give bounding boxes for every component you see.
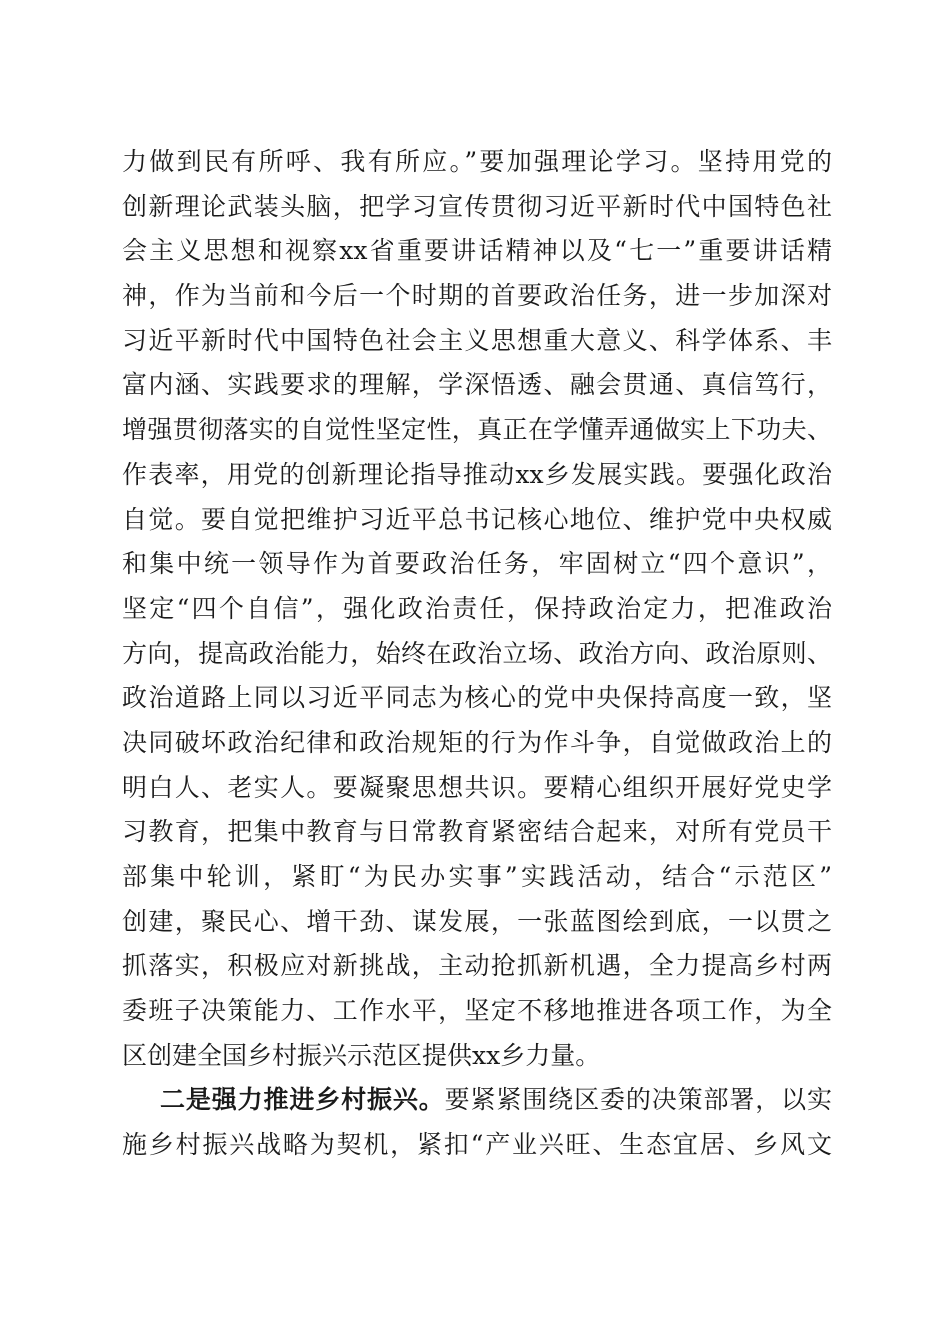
paragraph-line: 创新理论武装头脑，把学习宣传贯彻习近平新时代中国特色社 bbox=[122, 191, 832, 221]
paragraph-line: 富内涵、实践要求的理解，学深悟透、融会贯通、真信笃行， bbox=[122, 370, 832, 400]
paragraph-2-first-line bbox=[122, 1078, 832, 1123]
paragraph-line: 增强贯彻落实的自觉性坚定性，真正在学懂弄通做实上下功夫、 bbox=[122, 415, 832, 445]
paragraph-line: 抓落实，积极应对新挑战，主动抢抓新机遇，全力提高乡村两 bbox=[122, 951, 832, 981]
paragraph-line: 作表率，用党的创新理论指导推动xx乡发展实践。要强化政治 bbox=[122, 459, 832, 489]
document-body bbox=[122, 140, 832, 1168]
paragraph-line: 会主义思想和视察xx省重要讲话精神以及“七一”重要讲话精 bbox=[122, 236, 832, 266]
paragraph-text: 要紧紧围绕区委的决策部署，以实 bbox=[444, 1085, 832, 1115]
paragraph-line: 方向，提高政治能力，始终在政治立场、政治方向、政治原则、 bbox=[122, 638, 832, 668]
paragraph-line: 决同破坏政治纪律和政治规矩的行为作斗争，自觉做政治上的 bbox=[122, 727, 832, 757]
paragraph-line: 和集中统一领导作为首要政治任务，牢固树立“四个意识”， bbox=[122, 549, 832, 579]
paragraph-line: 自觉。要自觉把维护习近平总书记核心地位、维护党中央权威 bbox=[122, 504, 832, 534]
paragraph-line: 坚定“四个自信”，强化政治责任，保持政治定力，把准政治 bbox=[122, 593, 832, 623]
paragraph-line: 创建，聚民心、增干劲、谋发展，一张蓝图绘到底，一以贯之 bbox=[122, 906, 832, 936]
section-heading: 二是强力推进乡村振兴。 bbox=[160, 1085, 445, 1115]
paragraph-line: 习教育，把集中教育与日常教育紧密结合起来，对所有党员干 bbox=[122, 817, 832, 847]
paragraph-line: 明白人、老实人。要凝聚思想共识。要精心组织开展好党史学 bbox=[122, 772, 832, 802]
paragraph-line: 部集中轮训，紧盯“为民办实事”实践活动，结合“示范区” bbox=[122, 862, 832, 891]
paragraph-line: 神，作为当前和今后一个时期的首要政治任务，进一步加深对 bbox=[122, 281, 832, 311]
paragraph-line: 委班子决策能力、工作水平，坚定不移地推进各项工作，为全 bbox=[122, 996, 832, 1026]
paragraph-line: 政治道路上同以习近平同志为核心的党中央保持高度一致，坚 bbox=[122, 683, 832, 713]
paragraph-line: 习近平新时代中国特色社会主义思想重大意义、科学体系、丰 bbox=[122, 325, 832, 355]
paragraph-line: 力做到民有所呼、我有所应。”要加强理论学习。坚持用党的 bbox=[122, 147, 832, 176]
paragraph-line: 施乡村振兴战略为契机，紧扣“产业兴旺、生态宜居、乡风文 bbox=[122, 1130, 832, 1160]
paragraph-line: 区创建全国乡村振兴示范区提供xx乡力量。 bbox=[122, 1040, 601, 1070]
